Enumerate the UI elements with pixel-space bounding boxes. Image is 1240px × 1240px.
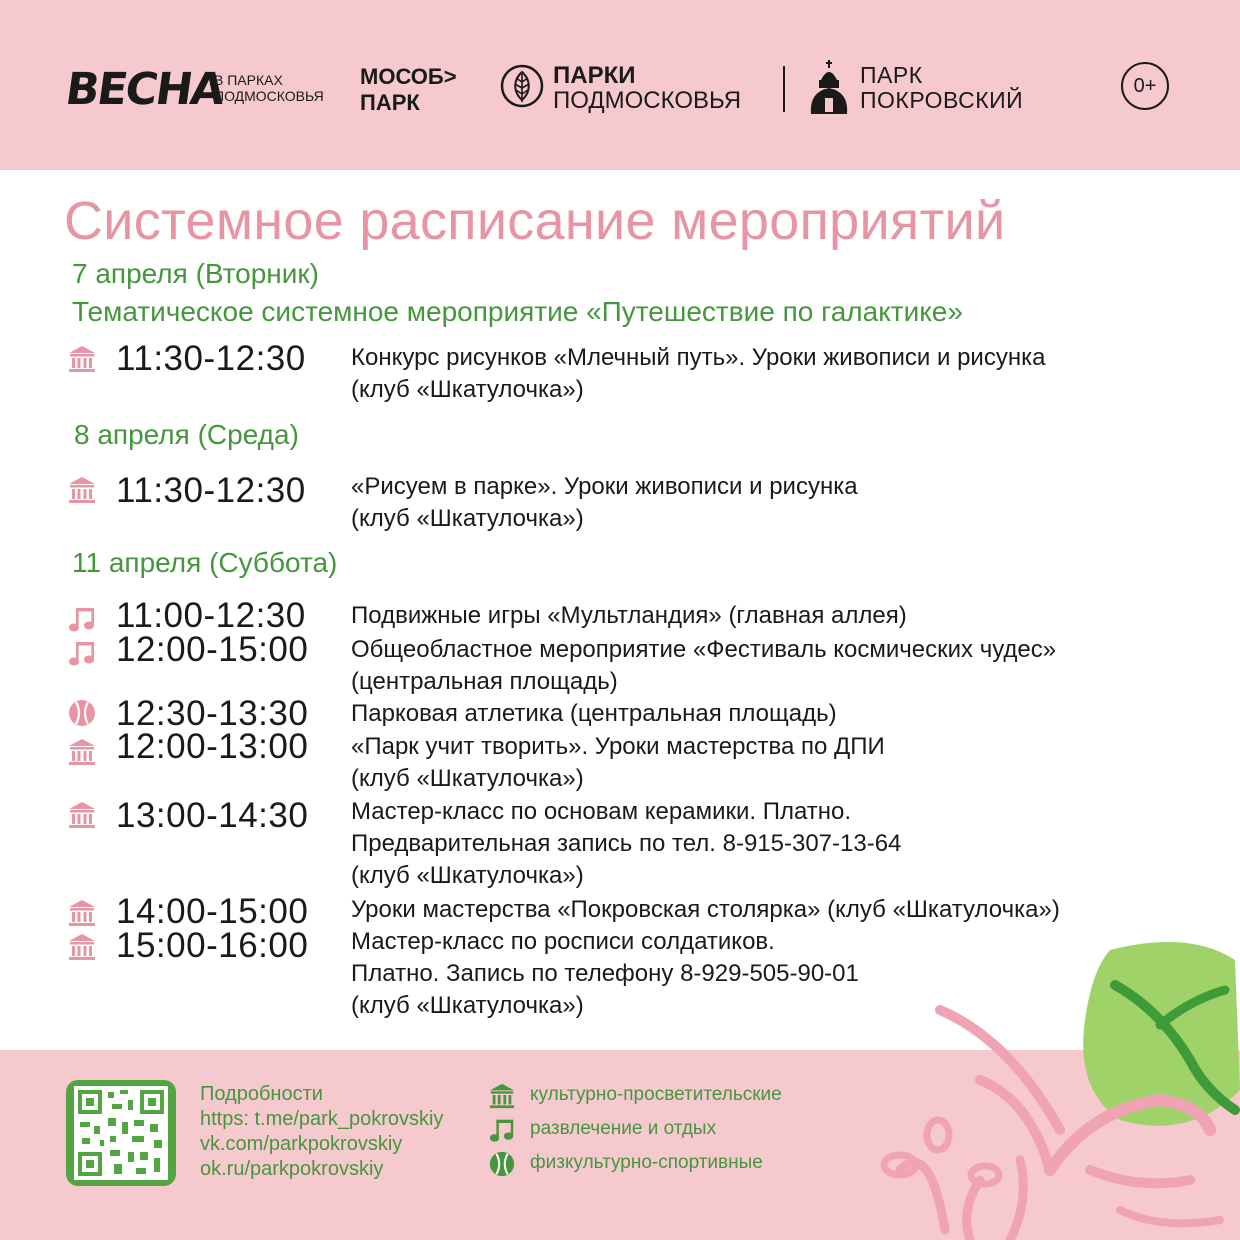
ball-icon — [67, 698, 97, 728]
legend-label: развлечение и отдых — [530, 1118, 717, 1139]
event-time: 14:00-15:00 — [116, 892, 309, 931]
museum-icon — [67, 898, 97, 928]
vesna-logo: ВЕСНА — [62, 64, 227, 115]
museum-icon — [67, 475, 97, 505]
event-description: Общеобластное мероприятие «Фестиваль космических чудес» (центральная площадь) — [351, 636, 1057, 695]
event-time: 11:00-12:30 — [116, 596, 306, 635]
museum-icon — [488, 1082, 516, 1110]
event-description: «Парк учит творить». Уроки мастерства по ДПИ (клуб «Шкатулочка») — [351, 733, 885, 792]
ball-icon — [488, 1150, 516, 1178]
church-emblem-icon — [807, 58, 851, 118]
details-links — [200, 1082, 443, 1182]
event-description: Уроки мастерства «Покровская столярка» (клуб «Шкатулочка») — [351, 896, 1060, 923]
event-time: 12:30-13:30 — [116, 694, 309, 733]
museum-icon — [67, 800, 97, 830]
leaf-emblem-icon — [500, 64, 544, 108]
park-pokrovsky-logo: ПАРК ПОКРОВСКИЙ — [860, 62, 1024, 113]
legend-label: физкультурно-спортивные — [530, 1152, 763, 1173]
age-rating-badge: 0+ — [1121, 62, 1169, 110]
museum-icon — [67, 932, 97, 962]
header-band — [0, 0, 1240, 170]
event-description: Парковая атлетика (центральная площадь) — [351, 700, 837, 727]
event-time: 12:00-13:00 — [116, 727, 309, 766]
museum-icon — [67, 344, 97, 374]
date-heading: 8 апреля (Среда) — [74, 419, 299, 450]
music-note-icon — [488, 1116, 516, 1144]
music-note-icon — [67, 638, 97, 668]
page-title: Системное расписание мероприятий — [64, 191, 1006, 251]
legend-label: культурно-просветительские — [530, 1084, 782, 1105]
event-description: Конкурс рисунков «Млечный путь». Уроки живописи и рисунка (клуб «Шкатулочка») — [351, 344, 1046, 403]
vk-link[interactable]: vk.com/parkpokrovskiy — [200, 1133, 403, 1155]
event-description: Подвижные игры «Мультландия» (главная аллея) — [351, 602, 907, 629]
event-description: Мастер-класс по росписи солдатиков. Платно. Запись по телефону 8-929-505-90-01 (клуб «Шкатулочка») — [351, 928, 859, 1019]
event-description: «Рисуем в парке». Уроки живописи и рисунка (клуб «Шкатулочка») — [351, 473, 858, 532]
date-heading: 11 апреля (Суббота) — [72, 547, 338, 578]
logo-divider — [783, 66, 785, 112]
parki-podmoskovya-logo: ПАРКИ ПОДМОСКОВЬЯ — [553, 62, 742, 114]
event-time: 11:30-12:30 — [116, 339, 306, 378]
theme-title: Тематическое системное мероприятие «Путешествие по галактике» — [72, 296, 963, 327]
museum-icon — [67, 737, 97, 767]
vesna-subtitle: В ПАРКАХ ПОДМОСКОВЬЯ — [214, 72, 324, 104]
floral-decoration — [860, 930, 1240, 1240]
music-note-icon — [67, 604, 97, 634]
event-time: 12:00-15:00 — [116, 630, 309, 669]
event-time: 11:30-12:30 — [116, 471, 306, 510]
event-time: 15:00-16:00 — [116, 926, 309, 965]
date-heading: 7 апреля (Вторник) — [72, 258, 319, 289]
details-label: Подробности — [200, 1083, 323, 1105]
telegram-link[interactable]: https: t.me/park_pokrovskiy — [200, 1108, 444, 1130]
event-time: 13:00-14:30 — [116, 796, 309, 835]
ok-link[interactable]: ok.ru/parkpokrovskiy — [200, 1158, 384, 1180]
event-description: Мастер-класс по основам керамики. Платно. Предварительная запись по тел. 8-915-307-13-64 (клуб «Шкатулочка») — [351, 798, 902, 889]
mosobpark-logo: МОСОБ> ПАРК — [360, 64, 457, 115]
qr-code[interactable] — [66, 1080, 176, 1186]
